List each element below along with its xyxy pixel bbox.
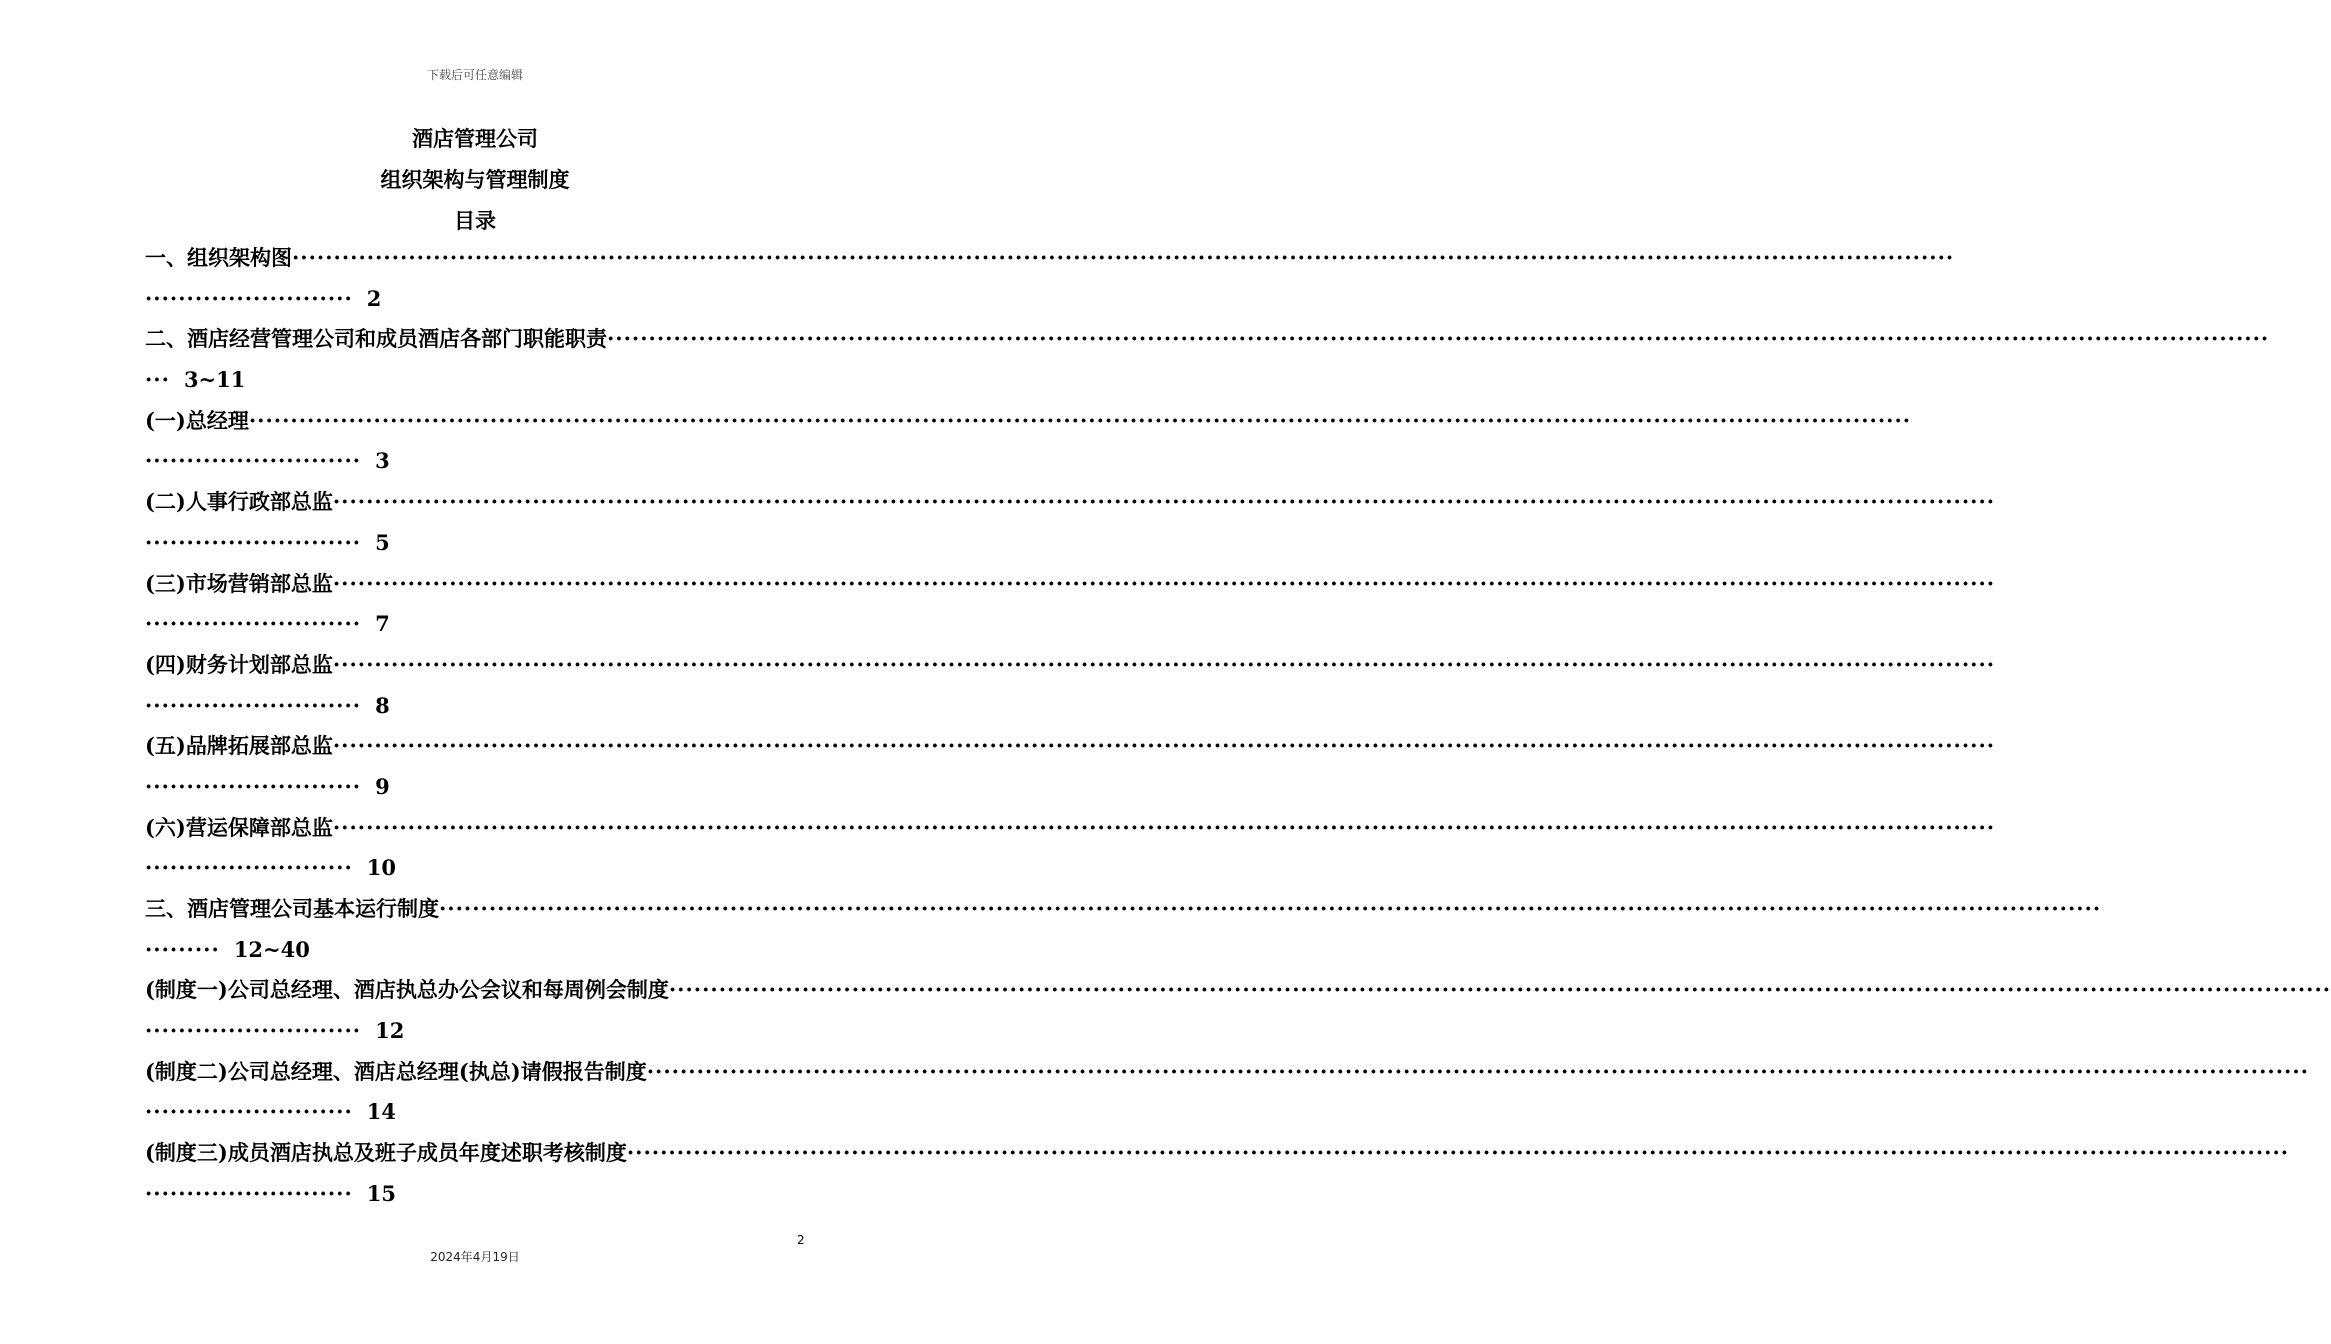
toc-entry-line xyxy=(145,889,2102,930)
table-of-contents xyxy=(145,238,2331,1215)
toc-entry-line xyxy=(145,1133,2290,1174)
toc-entry-continuation xyxy=(145,360,805,401)
toc-entry-continuation xyxy=(145,279,805,320)
toc-entry-continuation xyxy=(145,441,805,482)
toc-entry-line xyxy=(145,401,1912,442)
document-subtitle: 组织架构与管理制度 xyxy=(380,167,570,192)
toc-dot-leader: ········································································································································································································ xyxy=(332,651,1996,677)
toc-entry[interactable] xyxy=(145,482,1996,563)
document-title: 酒店管理公司 xyxy=(412,126,538,151)
toc-entry-page: 14 xyxy=(366,1099,397,1125)
header-note: 下载后可任意编辑 xyxy=(426,68,523,82)
title-block xyxy=(0,118,950,241)
toc-entry-label: 二、酒店经营管理公司和成员酒店各部门职能职责 xyxy=(145,326,607,352)
toc-entry-continuation xyxy=(145,767,805,808)
toc-entry-continuation xyxy=(145,1011,805,1052)
toc-entry-continuation xyxy=(145,686,805,727)
toc-dot-leader: ·························· xyxy=(145,692,362,718)
toc-entry-label: (制度二)公司总经理、酒店总经理(执总)请假报告制度 xyxy=(145,1058,647,1084)
toc-entry[interactable] xyxy=(145,319,2270,400)
toc-entry-line xyxy=(145,1052,2309,1093)
toc-dot-leader: ·························· xyxy=(145,773,362,799)
toc-entry[interactable] xyxy=(145,238,1955,319)
toc-entry[interactable] xyxy=(145,726,1996,807)
footer-date: 2024年4月19日 xyxy=(430,1250,520,1264)
toc-dot-leader: ·························· xyxy=(145,529,362,555)
toc-dot-leader: ·························· xyxy=(145,448,362,474)
toc-entry-page: 3 xyxy=(375,448,390,474)
toc-entry[interactable] xyxy=(145,808,1996,889)
toc-entry-page: 12 xyxy=(375,1018,405,1044)
toc-dot-leader: ········································································································································································································ xyxy=(607,326,2270,352)
toc-entry[interactable] xyxy=(145,645,1996,726)
toc-entry-line xyxy=(145,808,1996,849)
toc-dot-leader: ········································································································································································································ xyxy=(439,896,2102,921)
toc-entry-continuation xyxy=(145,848,805,889)
toc-entry-label: (二)人事行政部总监 xyxy=(145,489,333,515)
toc-entry[interactable] xyxy=(145,970,2331,1051)
toc-dot-leader: ········································································································································································································ xyxy=(646,1058,2309,1084)
toc-entry-page: 3~11 xyxy=(183,367,246,393)
toc-entry-label: (制度三)成员酒店执总及班子成员年度述职考核制度 xyxy=(145,1140,627,1166)
toc-dot-leader: ························· xyxy=(145,1180,353,1206)
toc-entry-label: (三)市场营销部总监 xyxy=(145,570,333,596)
toc-entry[interactable] xyxy=(145,401,1912,482)
toc-entry-page: 10 xyxy=(366,855,397,881)
toc-entry-label: (一)总经理 xyxy=(145,407,249,433)
toc-dot-leader: ········································································································································································································ xyxy=(668,977,2331,1003)
toc-entry-continuation xyxy=(145,523,805,564)
toc-entry[interactable] xyxy=(145,1052,2309,1133)
toc-dot-leader: ························· xyxy=(145,855,353,881)
toc-entry-page: 8 xyxy=(375,692,390,718)
toc-dot-leader: ········· xyxy=(145,936,220,962)
toc-entry-continuation xyxy=(145,1092,805,1133)
toc-entry-page: 12~40 xyxy=(233,936,310,962)
page-number: 2 xyxy=(797,1233,805,1247)
toc-dot-leader: ········································································································································································································ xyxy=(332,570,1996,596)
toc-entry-page: 5 xyxy=(375,529,390,555)
toc-entry-label: (六)营运保障部总监 xyxy=(145,814,333,840)
toc-dot-leader: ························· xyxy=(145,285,353,311)
toc-dot-leader: ··· xyxy=(145,367,170,393)
toc-entry-line xyxy=(145,645,1996,686)
toc-dot-leader: ·························· xyxy=(145,1018,362,1044)
toc-entry-line xyxy=(145,238,1955,279)
toc-entry[interactable] xyxy=(145,889,2102,970)
toc-entry-continuation xyxy=(145,1174,805,1215)
toc-dot-leader: ········································································································································································································ xyxy=(332,733,1996,759)
toc-dot-leader: ························· xyxy=(145,1099,353,1125)
toc-entry-line xyxy=(145,319,2270,360)
toc-dot-leader: ········································································································································································································ xyxy=(332,814,1996,840)
toc-entry-page: 15 xyxy=(366,1180,397,1206)
toc-entry-page: 7 xyxy=(375,611,390,637)
toc-entry[interactable] xyxy=(145,1133,2290,1214)
toc-entry-label: (四)财务计划部总监 xyxy=(145,651,333,677)
toc-entry-label: 三、酒店管理公司基本运行制度 xyxy=(145,896,439,921)
toc-entry-label: 一、组织架构图 xyxy=(145,245,292,270)
toc-dot-leader: ········································································································································································································ xyxy=(626,1140,2290,1166)
toc-heading: 目录 xyxy=(454,208,496,233)
toc-entry-continuation xyxy=(145,930,805,971)
toc-dot-leader: ········································································································································································································ xyxy=(248,407,1912,433)
toc-entry-line xyxy=(145,564,1996,605)
toc-dot-leader: ·························· xyxy=(145,611,362,637)
toc-entry-label: (制度一)公司总经理、酒店执总办公会议和每周例会制度 xyxy=(145,977,669,1003)
toc-entry-continuation xyxy=(145,604,805,645)
toc-entry-page: 2 xyxy=(366,285,382,311)
toc-dot-leader: ········································································································································································································ xyxy=(292,245,1955,270)
toc-entry-label: (五)品牌拓展部总监 xyxy=(145,733,333,759)
toc-dot-leader: ········································································································································································································ xyxy=(332,489,1996,515)
toc-entry-line xyxy=(145,482,1996,523)
toc-entry-page: 9 xyxy=(375,773,390,799)
toc-entry-line xyxy=(145,970,2331,1011)
toc-entry[interactable] xyxy=(145,564,1996,645)
toc-entry-line xyxy=(145,726,1996,767)
